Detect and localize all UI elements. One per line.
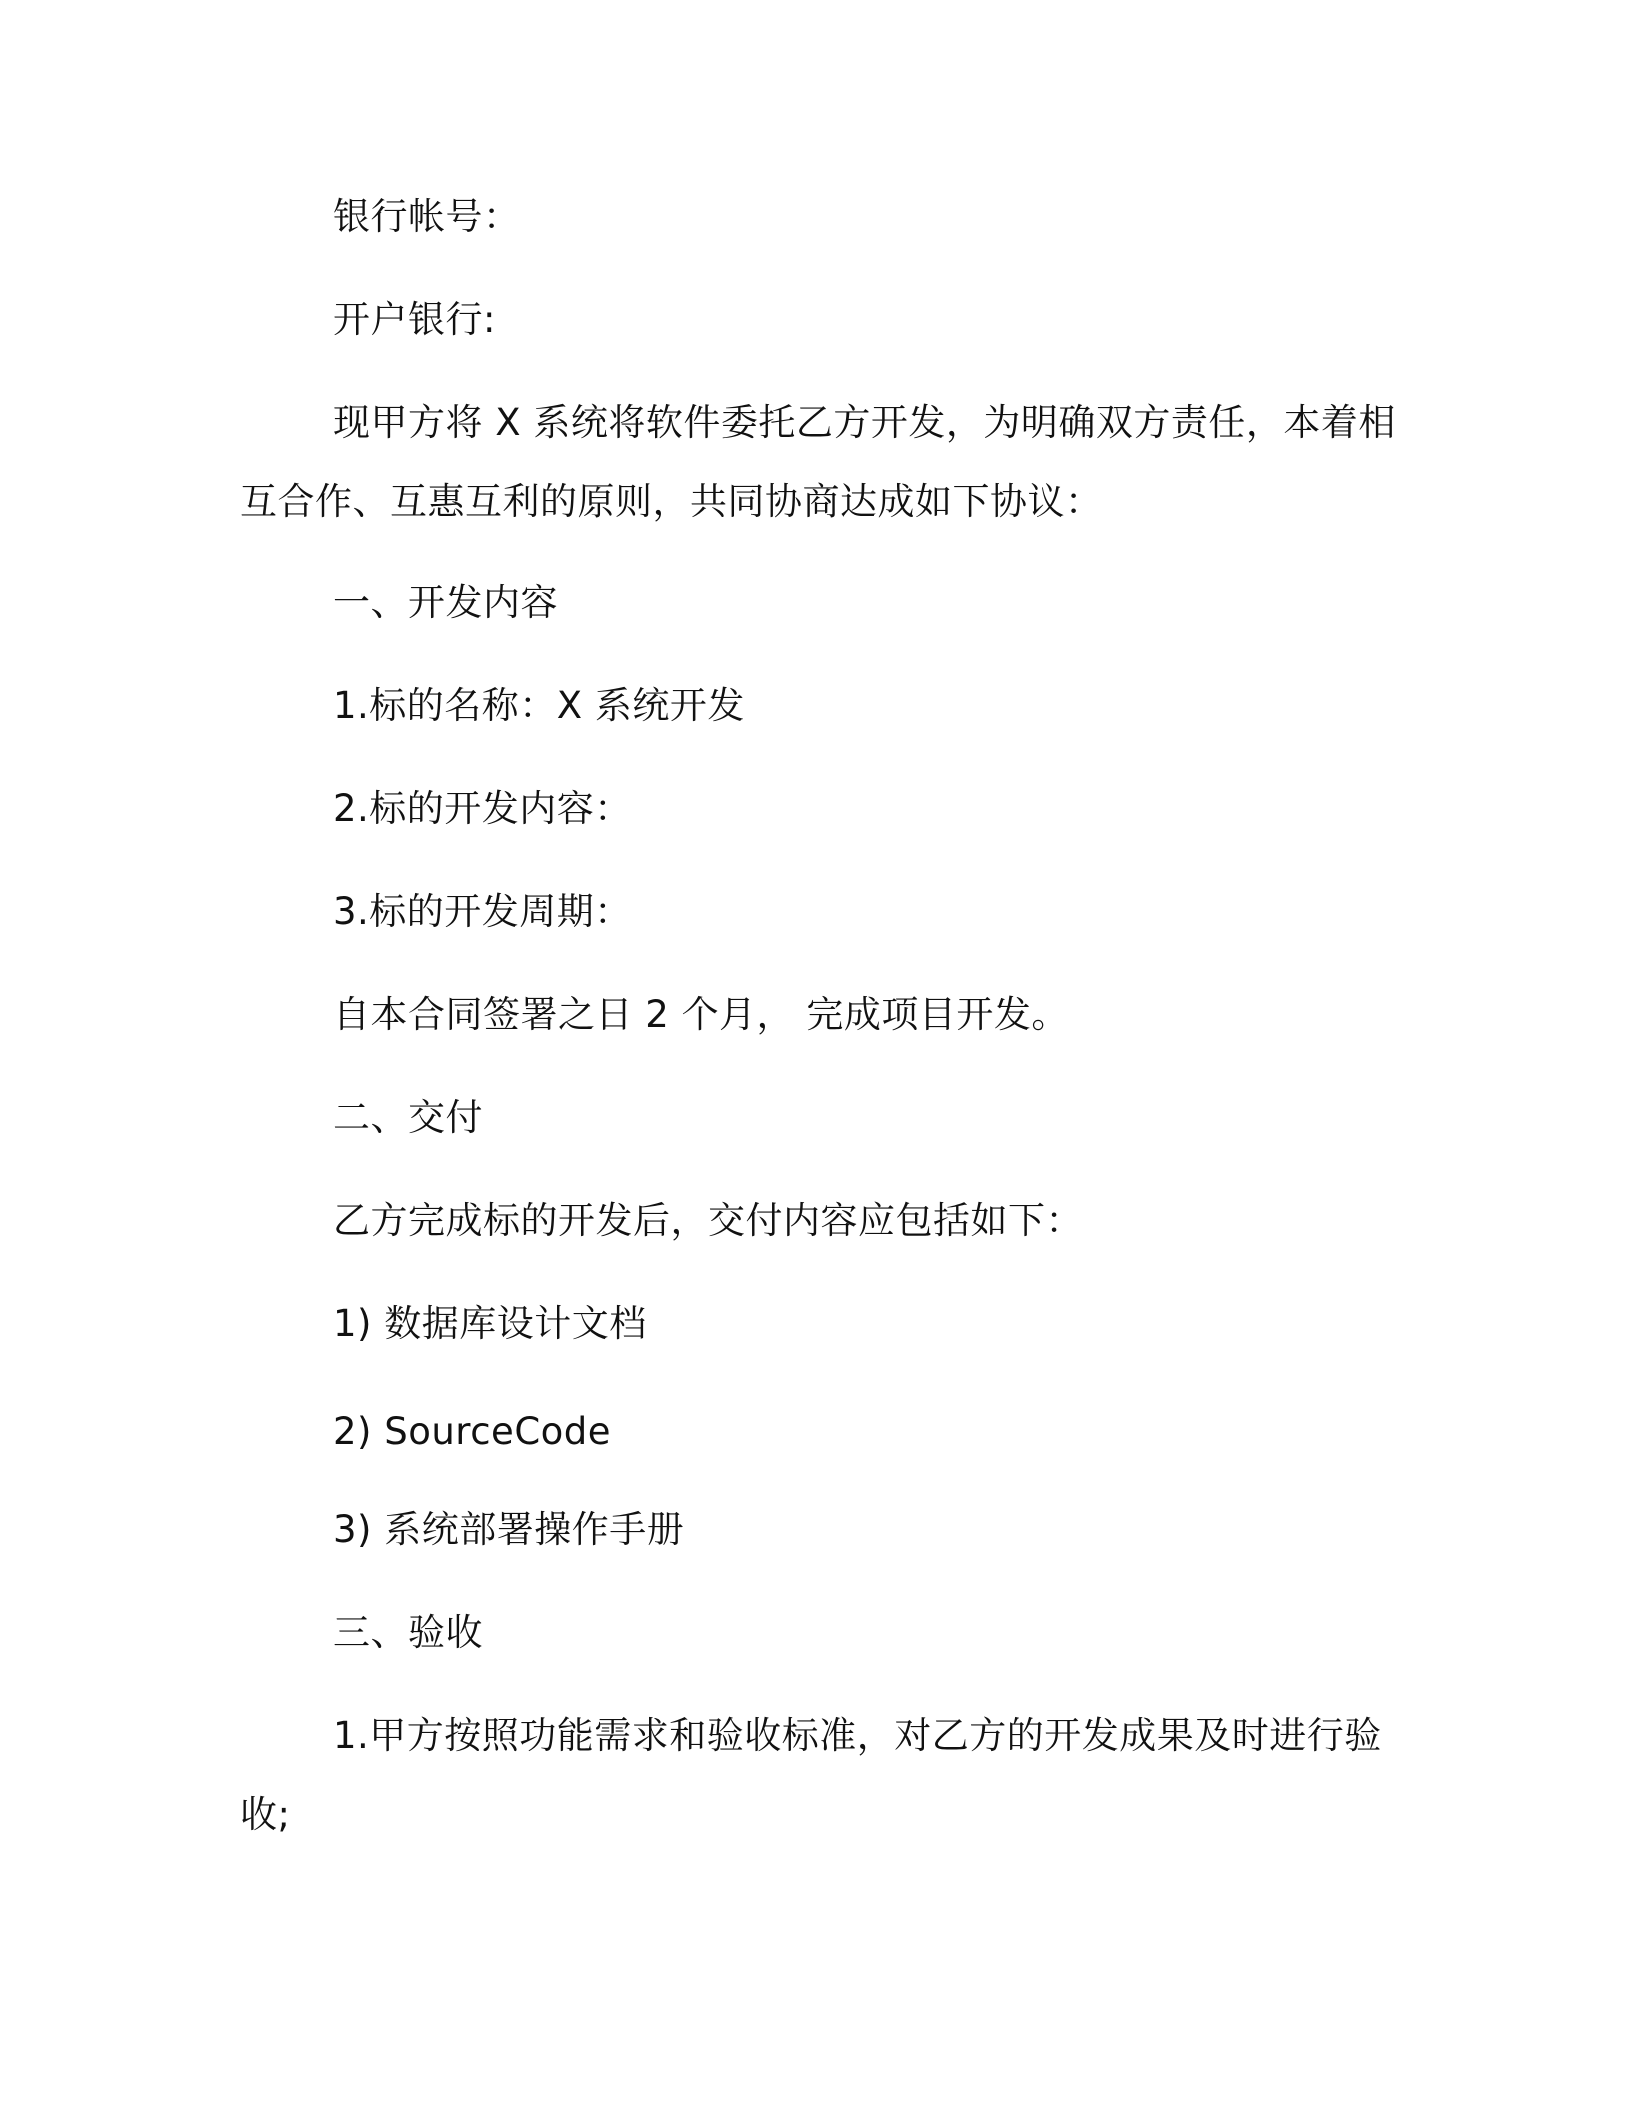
section-heading-development: 一、开发内容 [333, 581, 558, 624]
section-heading-delivery: 二、交付 [333, 1096, 483, 1139]
section-heading-acceptance: 三、验收 [333, 1611, 483, 1654]
acceptance-item-1-line-1: 1.甲方按照功能需求和验收标准，对乙方的开发成果及时进行验 [333, 1714, 1382, 1757]
bank-name-label: 开户银行: [333, 298, 496, 341]
acceptance-item-1-line-2: 收; [240, 1793, 291, 1836]
period-description: 自本合同签署之日 2 个月， 完成项目开发。 [333, 993, 1069, 1036]
delivery-item-2: 2) SourceCode [333, 1410, 612, 1453]
subject-period-item: 3.标的开发周期： [333, 890, 632, 933]
intro-paragraph-line-1: 现甲方将 X 系统将软件委托乙方开发，为明确双方责任，本着相 [333, 401, 1396, 444]
delivery-intro: 乙方完成标的开发后，交付内容应包括如下： [333, 1199, 1083, 1242]
delivery-item-3: 3) 系统部署操作手册 [333, 1508, 685, 1551]
subject-content-item: 2.标的开发内容： [333, 787, 632, 830]
subject-name-item: 1.标的名称：X 系统开发 [333, 684, 745, 727]
delivery-item-1: 1) 数据库设计文档 [333, 1302, 647, 1345]
intro-paragraph-line-2: 互合作、互惠互利的原则，共同协商达成如下协议： [240, 480, 1103, 523]
bank-account-label: 银行帐号： [333, 195, 521, 238]
